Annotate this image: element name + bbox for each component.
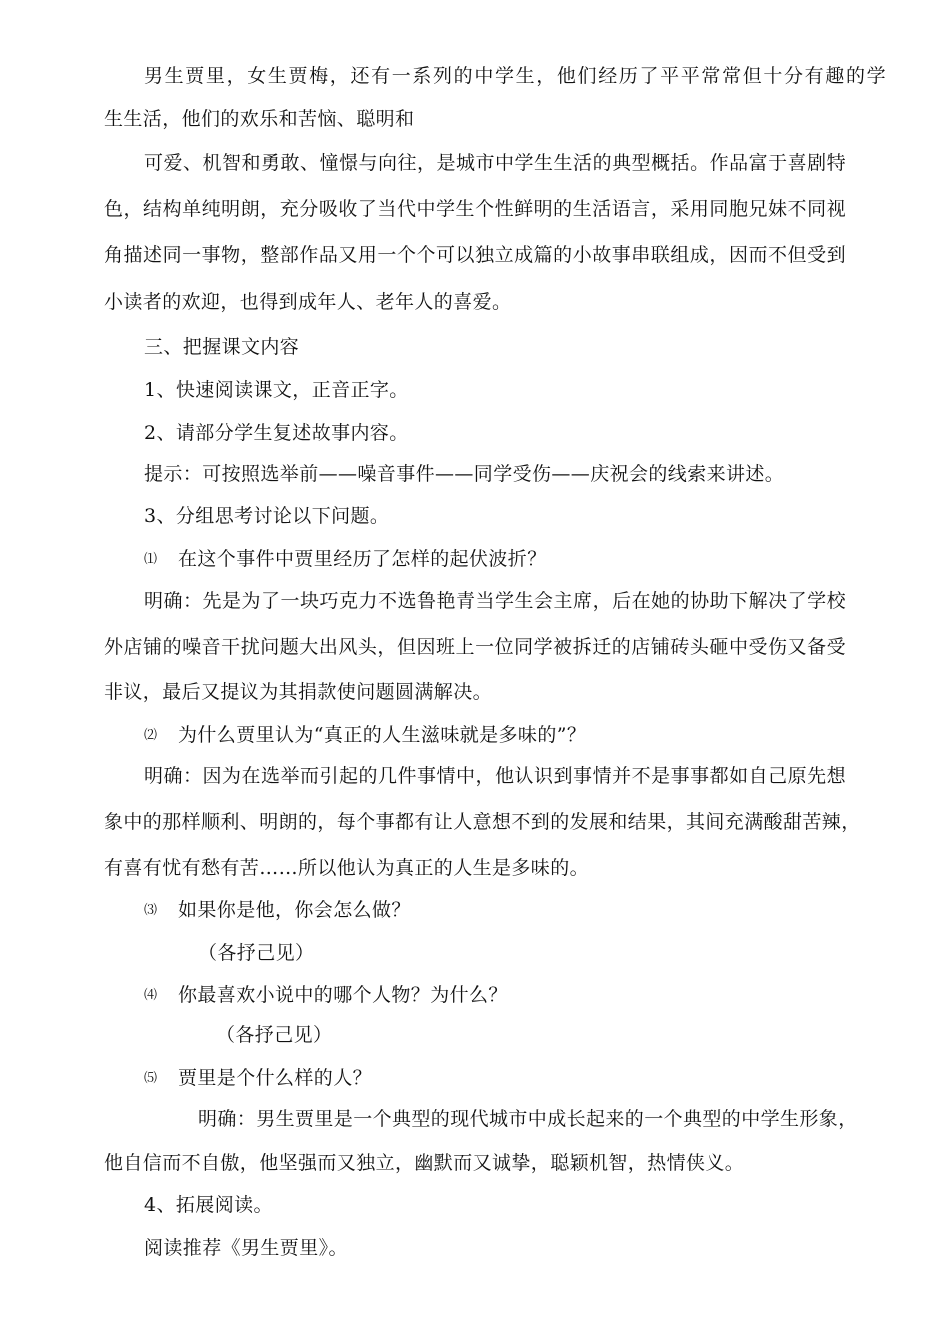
answer-4: （各抒己见） [216, 1024, 333, 1046]
question-2-text: 为什么贾里认为“真正的人生滋味就是多味的”？ [178, 724, 587, 746]
question-3-number: ⑶ [144, 903, 158, 918]
intro-line-2: 生生活，他们的欢乐和苦恼、聪明和 [104, 108, 415, 130]
question-4-number: ⑷ [144, 988, 158, 1003]
hint: 提示：可按照选举前——噪音事件——同学受伤——庆祝会的线索来讲述。 [144, 463, 785, 485]
question-5-text: 贾里是个什么样的人？ [178, 1067, 373, 1089]
answer-2-line-3: 有喜有忧有愁有苦……所以他认为真正的人生是多味的。 [104, 857, 590, 879]
answer-1-line-2: 外店铺的噪音干扰问题大出风头，但因班上一位同学被拆迁的店铺砖头砸中受伤又备受 [104, 636, 846, 658]
answer-3: （各抒己见） [198, 942, 315, 964]
intro-line-4: 色，结构单纯明朗，充分吸收了当代中学生个性鲜明的生活语言，采用同胞兄妹不同视 [104, 198, 846, 220]
answer-5-line-1: 明确：男生贾里是一个典型的现代城市中成长起来的一个典型的中学生形象， [198, 1108, 858, 1130]
intro-line-1: 男生贾里，女生贾梅，还有一系列的中学生，他们经历了平平常常但十分有趣的学 [144, 65, 886, 87]
answer-1-line-3: 非议，最后又提议为其捐款使问题圆满解决。 [104, 681, 493, 703]
answer-5-line-2: 他自信而不自傲，他坚强而又独立，幽默而又诚挚，聪颖机智，热情侠义。 [104, 1152, 745, 1174]
question-1 [144, 547, 547, 572]
step-1: 1、快速阅读课文，正音正字。 [144, 379, 409, 401]
question-1-text: 在这个事件中贾里经历了怎样的起伏波折？ [178, 548, 547, 570]
answer-2-line-1: 明确：因为在选举而引起的几件事情中，他认识到事情并不是事事都如自己原先想 [144, 765, 846, 787]
step-4: 4、拓展阅读。 [144, 1194, 273, 1216]
question-2 [144, 723, 586, 748]
question-4-text: 你最喜欢小说中的哪个人物？为什么？ [178, 984, 508, 1006]
intro-line-3: 可爱、机智和勇敢、憧憬与向往，是城市中学生生活的典型概括。作品富于喜剧特 [144, 152, 846, 174]
reading-recommendation: 阅读推荐《男生贾里》。 [144, 1237, 348, 1259]
question-1-number: ⑴ [144, 552, 158, 567]
question-5-number: ⑸ [144, 1071, 158, 1086]
step-3: 3、分组思考讨论以下问题。 [144, 505, 390, 527]
question-2-number: ⑵ [144, 728, 158, 743]
intro-line-5: 角描述同一事物，整部作品又用一个个可以独立成篇的小故事串联组成，因而不但受到 [104, 244, 846, 266]
question-4 [144, 983, 508, 1008]
step-2: 2、请部分学生复述故事内容。 [144, 422, 409, 444]
section-heading: 三、把握课文内容 [144, 336, 300, 358]
answer-1-line-1: 明确：先是为了一块巧克力不选鲁艳青当学生会主席，后在她的协助下解决了学校 [144, 590, 846, 612]
question-3-text: 如果你是他，你会怎么做？ [178, 899, 411, 921]
intro-line-6: 小读者的欢迎，也得到成年人、老年人的喜爱。 [104, 291, 512, 313]
answer-2-line-2: 象中的那样顺利、明朗的，每个事都有让人意想不到的发展和结果，其间充满酸甜苦辣， [104, 811, 861, 833]
question-3 [144, 898, 411, 923]
question-5 [144, 1066, 372, 1091]
